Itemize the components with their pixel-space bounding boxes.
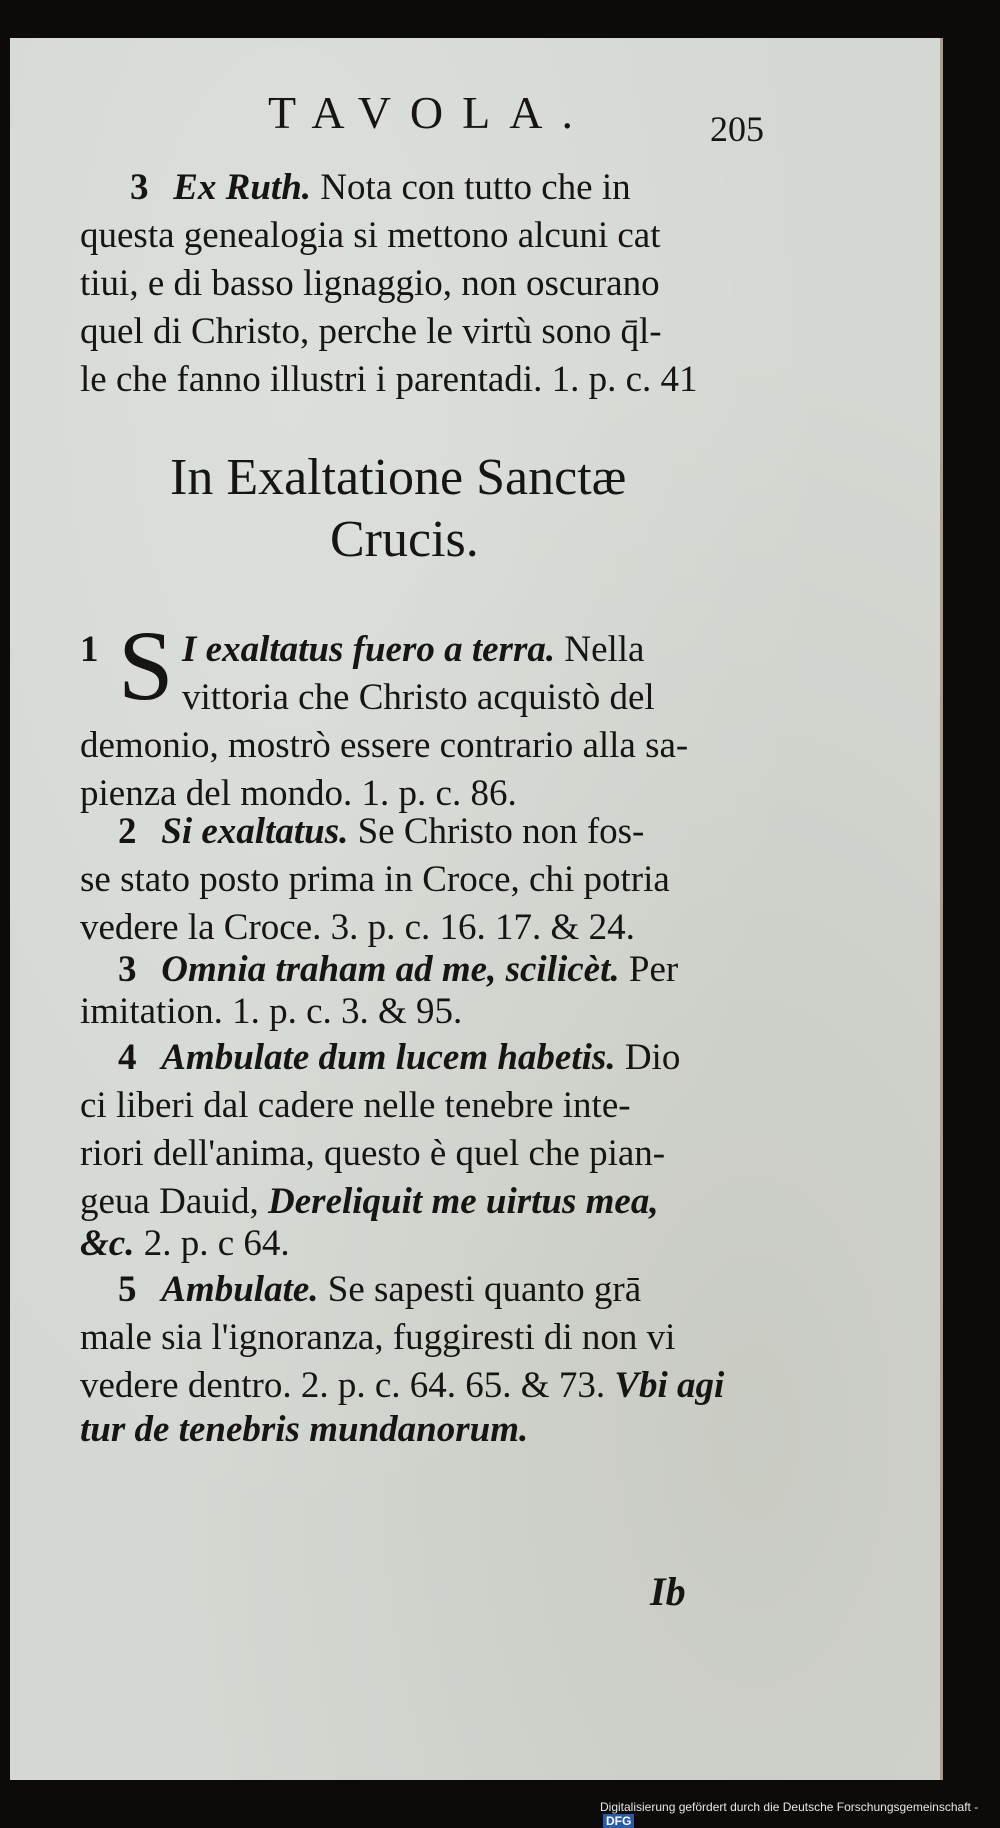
- entry-number: 3: [130, 167, 149, 208]
- entry-text: Nella: [564, 629, 645, 670]
- entry-line: [118, 1036, 680, 1079]
- entry-line: demonio, mostrò essere contrario alla sa-: [80, 725, 689, 766]
- book-page: [10, 38, 943, 1780]
- entry-line: male sia l'ignoranza, fuggiresti di non vi: [80, 1317, 676, 1358]
- entry-line: se stato posto prima in Croce, chi potria: [80, 859, 670, 900]
- entry-line: [80, 1408, 528, 1451]
- latin-quote: Vbi agi: [614, 1365, 725, 1406]
- entry-text: Se Christo non fos-: [357, 811, 645, 852]
- entry-text: Dio: [624, 1037, 681, 1078]
- credit-text: Digitalisierung gefördert durch die Deutsche Forschungsgemeinschaft -: [600, 1800, 979, 1814]
- latin-quote: Ambulate.: [161, 1269, 319, 1310]
- entry-line: pienza del mondo. 1. p. c. 86.: [80, 773, 517, 814]
- entry-number: 2: [118, 811, 137, 852]
- entry-line: [80, 1222, 290, 1265]
- entry-number: 5: [118, 1269, 137, 1310]
- entry-text: Se sapesti quanto grā: [327, 1269, 642, 1310]
- entry-line: le che fanno illustri i parentadi. 1. p. c. 41: [80, 359, 698, 400]
- entry-number: 3: [118, 949, 137, 990]
- entry-line: tiui, e di basso lignaggio, non oscurano: [80, 263, 660, 304]
- latin-quote: &c.: [80, 1223, 135, 1264]
- entry-line: vittoria che Christo acquistò del: [182, 677, 655, 718]
- section-title: In Exaltatione Sanctæ: [170, 449, 627, 506]
- entry-line: [80, 1364, 724, 1407]
- running-head: TAVOLA.: [268, 87, 592, 138]
- entry-line: vedere la Croce. 3. p. c. 16. 17. & 24.: [80, 907, 635, 948]
- entry-text: Nota con tutto che in: [320, 167, 631, 208]
- catchword: Ib: [650, 1569, 686, 1614]
- entry-number: 1: [80, 629, 99, 670]
- entry-line: [130, 166, 631, 209]
- entry-line: [118, 948, 678, 991]
- latin-quote: Ambulate dum lucem habetis.: [161, 1037, 616, 1078]
- entry-text: 2. p. c 64.: [143, 1223, 290, 1264]
- section-title-continued: Crucis.: [330, 511, 479, 568]
- latin-quote: Omnia traham ad me, scilicèt.: [161, 949, 620, 990]
- entry-text: vedere dentro. 2. p. c. 64. 65. & 73.: [80, 1365, 606, 1406]
- entry-number: 4: [118, 1037, 137, 1078]
- digitization-credit: [600, 1800, 1000, 1828]
- latin-quote: I exaltatus fuero a terra.: [182, 629, 556, 670]
- entry-line: quel di Christo, perche le virtù sono q̄l-: [80, 311, 662, 352]
- entry-text: Per: [628, 949, 679, 990]
- entry-line: imitation. 1. p. c. 3. & 95.: [80, 991, 463, 1032]
- entry-line: [80, 1180, 659, 1223]
- drop-cap: S: [118, 610, 174, 721]
- latin-quote: Dereliquit me uirtus mea,: [268, 1181, 659, 1222]
- page-number: 205: [710, 109, 764, 149]
- entry-line: [118, 810, 644, 853]
- entry-line: ci liberi dal cadere nelle tenebre inte-: [80, 1085, 631, 1126]
- entry-line: [182, 628, 644, 671]
- latin-quote: Ex Ruth.: [173, 167, 312, 208]
- entry-number: [80, 628, 114, 671]
- entry-line: [118, 1268, 641, 1311]
- entry-line: riori dell'anima, questo è quel che pian-: [80, 1133, 666, 1174]
- entry-text: geua Dauid,: [80, 1181, 259, 1222]
- latin-quote: tur de tenebris mundanorum.: [80, 1409, 529, 1450]
- latin-quote: Si exaltatus.: [161, 811, 349, 852]
- dfg-logo: DFG: [603, 1814, 634, 1828]
- entry-line: questa genealogia si mettono alcuni cat: [80, 215, 661, 256]
